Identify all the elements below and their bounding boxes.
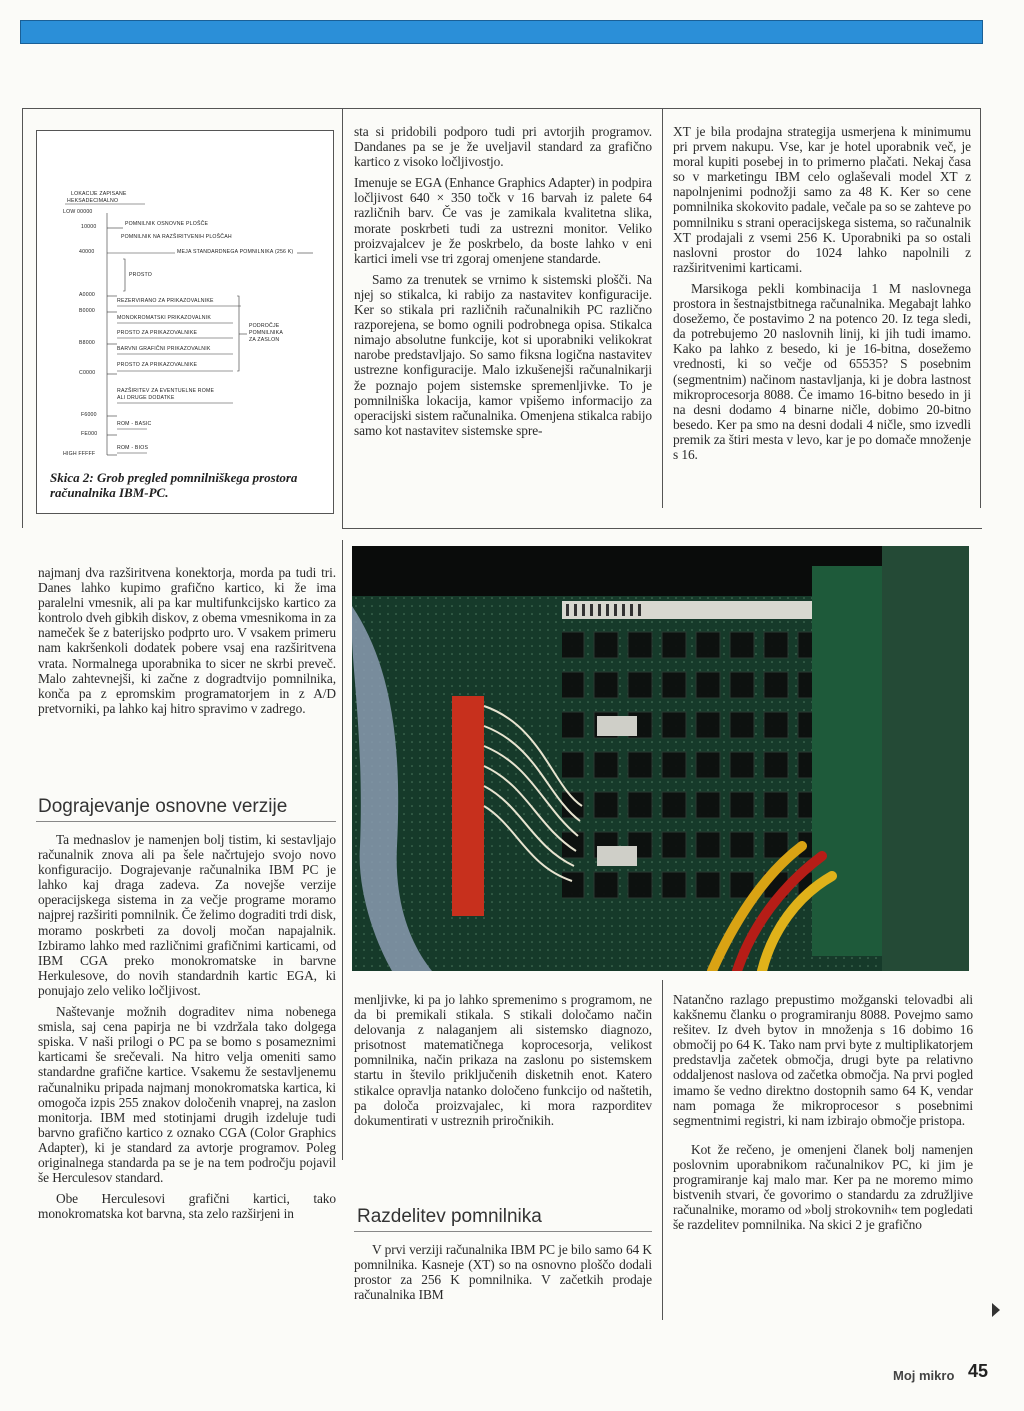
- addr-40000: 40000: [79, 249, 95, 255]
- paragraph: Kot že rečeno, je omenjeni članek bolj namenjen poslovnim uporabnikom računalnikov PC, ki jim je programiranje kaj malo mar. Ker pa ne moremo mimo bistvenih stvari, če govorimo o standardu za združljive računalnike, moramo od »bolj strokovnih« tem pogledati še razdelitev pomnilnika. Na skici 2 je grafično: [673, 1141, 973, 1233]
- paragraph: Naštevanje možnih dograditev nima nobenega smisla, saj cena papirja ne bi vzdržala tako dolgega spiska. V naši prilogi o PC pa se bomo s posameznimi karticami še srečevali. Na hitro velja omeniti samo standardne grafične kartice. Vsakemu že sestavljenemu računalniku pripada najmanj monokromatska kartica, ki omogoča izpis 255 znakov določenih vnaprej, na zaslon monitorja. IBM med stotinjami drugih izdeluje tudi barvno grafično kartico z oznako CGA (Color Graphics Adapter), ki je standard za avtorje programov. Poleg originalnega standarda pa se je na tem področju pojavil še Herculesov standard.: [38, 1004, 336, 1186]
- label-razsiritvene: POMNILNIK NA RAZŠIRITVENIH PLOŠČAH: [121, 234, 232, 240]
- paragraph: menljivke, ki pa jo lahko spremenimo s programom, ne da bi premikali stikala. S stikali določamo način delovanja z nalaganjem ali sistemsko diagnozo, prisotnost matematičnega koprocesorja, velikost pomnilnika, način prikaza na zaslonu po sistemskem startu in število priključenih disketnih enot. Katero stikalce opravlja natanko določeno funkcijo od naštetih, pa določa proizvajalec, ki mora razporditev dokumentirati v ustreznih priročnikih.: [354, 992, 652, 1128]
- paragraph: Obe Herculesovi grafični kartici, tako monokromatska kot barvna, sta zelo razširjeni in: [38, 1191, 336, 1222]
- top-column-3: [673, 124, 971, 468]
- column-rule-1: [342, 108, 343, 528]
- frame-top-rule: [22, 108, 980, 109]
- column-rule-2: [662, 108, 663, 508]
- right-column-body: [673, 992, 973, 1238]
- top-section-rule: [342, 528, 982, 529]
- paragraph: Natančno razlago prepustimo možganski telovadbi ali kakšnemu članku o programiranju 8088. Povejmo samo rešitev. Iz dveh bytov in množenja s 16 dobimo 16 območij po 64 K. Tako nam prvi byte z multiplikatorjem predstavlja začetek območja, drugi byte pa relativno oddaljenost naslova od začetka območja. Na prvi pogled imamo še vedno direktno dostopnih samo 64 K, vendar nam pomaga že mikroprocesor s posebnimi segmentnimi registri, ki nam izbirajo območje pristopa.: [673, 992, 973, 1128]
- left-column-intro: [38, 565, 336, 722]
- paragraph: najmanj dva razširitvena konektorja, morda pa tudi tri. Danes lahko kupimo grafično kartico, ki že ima paralelni vmesnik, ali pa kar multifunkcijsko kartico za kontrolo dveh gibkih diskov, z obema vmesnikoma in za nameček še z baterijsko podprto uro. V vsakem primeru nam kakršenkoli dodatek pobere vsaj ena razširitvena vrata. Normalnega uporabnika to sicer ne skrbi preveč. Malo zahtevnejši, ki začne z dogradtvijo pomnilnika, konča pa z epromskim programatorjem in z A/D pretvorniki, pa lahko kaj hitro spravimo v zadrego.: [38, 565, 336, 716]
- heading-underline: [36, 821, 336, 822]
- label-razsiritev-1: RAZŠIRITEV ZA EVENTUELNE ROME: [117, 388, 215, 394]
- label-podrocje-2: POMNILNIKA: [249, 330, 283, 336]
- middle-column-body: [354, 992, 652, 1134]
- column-rule-3: [342, 540, 343, 1160]
- label-mono: MONOKROMATSKI PRIKAZOVALNIK: [117, 315, 211, 321]
- left-column-body: [38, 832, 336, 1227]
- label-osnovne: POMNILNIK OSNOVNE PLOŠČE: [125, 221, 209, 227]
- addr-c0000: C0000: [79, 370, 96, 376]
- page-number: 45: [968, 1361, 989, 1381]
- paragraph: XT je bila prodajna strategija usmerjena k minimumu pri prvem nakupu. Vse, kar je hotel uporabnik več, je moral kupiti posebej in to primerno plačati. Nekaj časa so v marketingu IBM celo oglaševali model XT z napolnjenimi podnožji samo za 48 K. Ker so cene pomnilnika skokovito padale, večale pa so se zahteve po pomnilniku s strani operacijskega sistema, so računalnik XT prodajali z vsemi 256 K. Uporabniki pa so ostali naslovni prostor do 1024 lahko napolnili z razširitvenimi karticami.: [673, 124, 971, 275]
- addr-a0000: A0000: [79, 292, 96, 298]
- top-column-2: [354, 124, 652, 444]
- label-podrocje-1: PODROČJE: [249, 323, 280, 329]
- addr-fe000: FE000: [81, 431, 98, 437]
- diagram-title-1: LOKACIJE ZAPISANE: [71, 191, 127, 197]
- label-meja: MEJA STANDARDNEGA POMNILNIKA (256 K): [177, 249, 294, 255]
- paragraph: Marsikoga pekli kombinacija 1 M naslovnega prostora in šestnajstbitnega računalnika. Megabajt lahko dosežemo, če postavimo 2 na potenco 20. Iz tega sledi, da potrebujemo 20 naslovnih linij, ki jih tudi imamo. Kako pa lahko z besedo, ki je 16-bitna, dosežemo vrednosti, ki so večje od 65535? S posebnim (segmentnim) načinom nastavljanja, ki je dobra lastnost mikroprocesorja 8088. Če imamo 16-bitno besedo in ji na desni dodamo 4 binarne ničle, dobimo 20-bitno besedo. Ker pa smo na desni dodali 4 ničle, smo izvedli premik za štiri mesta v levo, kar je po domače množenje s 16.: [673, 280, 971, 462]
- paragraph: Ta mednaslov je namenjen bolj tistim, ki sestavljajo računalnik znova ali pa šele načrtujejo svojo novo konfiguracijo. Dograjevanje računalnika IBM PC je lahko kaj draga zadeva. Za novejše verzije operacijskega sistema in za večje programe moramo najprej razširiti pomnilnik. Če želimo dograditi trdi disk, moramo poskrbeti za dovolj močan napajalnik. Izbiramo lahko med različnimi grafičnimi karticami, od IBM CGA preko monokromatske in barvne Herkulesove, do novih standardnih kartic EGA, ki ponujajo zelo veliko ločljivost.: [38, 832, 336, 998]
- label-rom-basic: ROM - BASIC: [117, 421, 152, 427]
- label-prosto2: PROSTO ZA PRIKAZOVALNIKE: [117, 330, 198, 336]
- memory-map-svg: [37, 131, 333, 513]
- diagram-caption: Skica 2: Grob pregled pomnilniškega prostora računalnika IBM-PC.: [50, 470, 298, 500]
- addr-b0000: B0000: [79, 308, 96, 314]
- label-podrocje-3: ZA ZASLON: [249, 337, 280, 343]
- paragraph: V prvi verziji računalnika IBM PC je bilo samo 64 K pomnilnika. Kasneje (XT) so na osnovno ploščo dodali prostor za 256 K pomnilnika. V začetkih prodaje računalnika IBM: [354, 1242, 652, 1303]
- label-razsiritev-2: ALI DRUGE DODATKE: [117, 395, 175, 401]
- label-prosto3: PROSTO ZA PRIKAZOVALNIKE: [117, 362, 198, 368]
- middle-column-body-2: [354, 1242, 652, 1308]
- frame-left-rule: [22, 108, 23, 528]
- label-prosto1: PROSTO: [129, 272, 153, 278]
- diagram-title-2: HEKSADECIMALNO: [67, 198, 119, 204]
- motherboard-photo: [352, 546, 969, 971]
- frame-right-rule: [980, 108, 981, 508]
- top-color-bar: [20, 20, 983, 44]
- addr-low: LOW 00000: [63, 209, 93, 215]
- label-rom-bios: ROM - BIOS: [117, 445, 149, 451]
- memory-map-diagram: [36, 130, 334, 514]
- motherboard-photo-art: [352, 546, 969, 971]
- label-barvni: BARVNI GRAFIČNI PRIKAZOVALNIK: [117, 346, 211, 352]
- section-heading-razdelitev: Razdelitev pomnilnika: [357, 1206, 542, 1227]
- section-heading-dograjevanje: Dograjevanje osnovne verzije: [38, 796, 288, 817]
- heading-underline: [354, 1231, 652, 1232]
- magazine-name: Moj mikro: [893, 1368, 955, 1383]
- column-rule-4: [662, 980, 663, 1320]
- addr-f6000: F6000: [81, 412, 97, 418]
- paragraph: Imenuje se EGA (Enhance Graphics Adapter) in podpira ločljivost 640 × 350 točk v 16 barvah iz palete 64 različnih barv. Če vas je zamikala kvalitetna slika, morate poskrbeti tudi za ustrezni monitor. Veliko proizvajalcev je že poskrbelo, da boste lahko v eni kartici imeli vse tri zgoraj omenjene standarde.: [354, 175, 652, 266]
- label-rezervirano: REZERVIRANO ZA PRIKAZOVALNIKE: [117, 298, 214, 304]
- continue-arrow-icon: [992, 1303, 1000, 1317]
- paragraph: Samo za trenutek se vrnimo k sistemski plošči. Na njej so stikalca, ki rabijo za nastavitev konfiguracije. Ker so stikala pri različnih računalnikih PC različno razporejena, se bomo ognili podrobnega opisa. Stikalca nimajo absolutne funkcije, kot si uporabniki velikokrat narobe predstavljajo. So samo fiksna logična nastavitev ustrezne konfiguracije. Malo izkušenejši računalnikarji že poznajo pojem sistemske spremenljivke. To je pomnilniška lokacija, kamor vpišemo informacijo za operacijski sistem računalnika. Omenjena stikalca rabijo samo kot nastavitev sistemske spre-: [354, 271, 652, 438]
- addr-high: HIGH FFFFF: [63, 451, 96, 457]
- paragraph: sta si pridobili podporo tudi pri avtorjih programov. Dandanes pa se je že uveljavil standard za grafično kartico z visoko ločljivostjo.: [354, 124, 652, 170]
- addr-10000: 10000: [81, 224, 97, 230]
- addr-b8000: B8000: [79, 340, 96, 346]
